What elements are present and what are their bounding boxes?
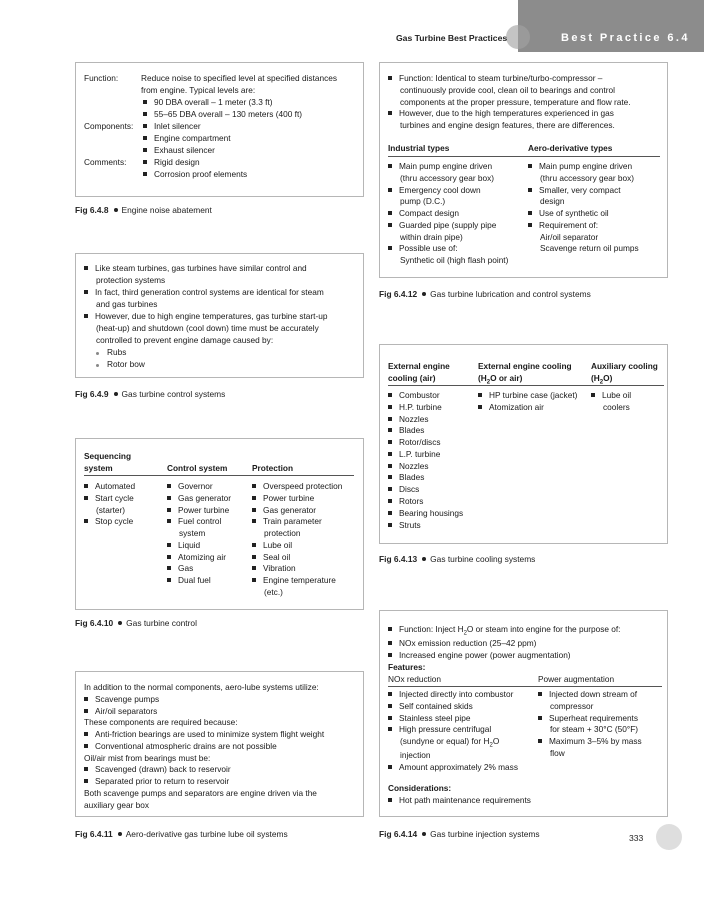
section-label: Best Practice 6.4 [561,32,690,44]
caption-number: Fig 6.4.14 [379,829,418,839]
caption-text: Gas turbine control [126,618,197,628]
function-text-2: from engine. Typical levels are: [141,85,256,95]
injection-intro: Function: Inject $H_2O$ or steam into engine for the purpose of: NOx emission reduction (25–42 ppm) Increased engine power (power augmentation) Features: [388,624,621,672]
head-external-water: External engine cooling ($H_2O$ or air) [478,361,572,386]
bullet-dot-icon [422,292,426,296]
sub-item: Rubs [90,347,126,359]
lubrication-intro: Function: Identical to steam turbine/turbo-compressor – continuously provide cool, clean oil to bearings and control components at the proper pressure, temperature and flow rate. However, due to the high temperatures experienced in gas turbines and engine design features, there are differences. [388,73,663,132]
col-head-protection: Protection [252,463,294,473]
caption-text: Engine noise abatement [121,205,212,215]
head-external-air: External engine cooling (air) [388,361,450,383]
fig-6-4-10-caption [75,618,197,630]
sub-item: Rotor bow [90,359,145,371]
page-number-circle [656,824,682,850]
sequencing-column: Automated Start cycle (starter) Stop cycle [84,481,135,528]
auxiliary-column: Lube oil coolers [591,390,631,414]
component-item: Engine compartment [143,133,231,145]
caption-number: Fig 6.4.12 [379,289,418,299]
fig-6-4-13-caption [379,554,535,566]
consideration-item: Hot path maintenance requirements [388,795,531,807]
fig-6-4-9-caption [75,389,225,401]
external-air-column: Combustor H.P. turbine Nozzles Blades Rotor/discs L.P. turbine Nozzles Blades Discs Rotors Bearing housings Struts [388,390,463,531]
components-label: Components: [84,121,134,131]
bullet-dot-icon [422,557,426,561]
function-label: Function: [84,73,119,83]
fig-6-4-14-box [379,610,668,817]
table-rule [84,475,354,476]
col-head-sequencing-2: system [84,463,113,473]
fig-6-4-14-caption [379,829,540,841]
fig-6-4-11-caption [75,829,288,841]
aero-column: Main pump engine driven (thru accessory gear box) Smaller, very compact design Use of synthetic oil Requirement of: Air/oil separator Scavenge return oil pumps [528,161,664,255]
nox-column: Injected directly into combustor Self contained skids Stainless steel pipe High pressure centrifugal (sundyne or equal) for $H_2O$ injection Amount approximately 2% mass [388,689,538,774]
head-nox: NOx reduction [388,674,442,684]
bullet-dot-icon [422,832,426,836]
caption-text: Aero-derivative gas turbine lube oil systems [125,829,288,839]
caption-number: Fig 6.4.9 [75,389,109,399]
bullet-1: Like steam turbines, gas turbines have similar control and protection systems [84,263,354,287]
fig-6-4-8-caption [75,205,212,217]
table-rule [388,156,660,157]
caption-number: Fig 6.4.11 [75,829,113,839]
header-half-circle [506,25,530,49]
fig-6-4-13-box [379,344,668,544]
bullet-dot-icon [114,208,118,212]
fig-6-4-10-box [75,438,364,610]
bullet-3: However, due to high engine temperatures, gas turbine start-up (heat-up) and shutdown (cool down) time must be accurately controlled to prevent engine damage caused by: [84,311,359,346]
head-aero: Aero-derivative types [528,143,613,153]
level-item: 90 DBA overall – 1 meter (3.3 ft) [143,97,273,109]
component-item: Exhaust silencer [143,145,215,157]
caption-text: Gas turbine injection systems [430,829,540,839]
fig-6-4-12-caption [379,289,591,301]
page-number: 333 [629,833,644,843]
fig-6-4-9-box [75,253,364,378]
bullet-dot-icon [118,832,122,836]
comments-label: Comments: [84,157,127,167]
caption-text: Gas turbine lubrication and control systems [430,289,591,299]
external-water-column: HP turbine case (jacket) Atomization air [478,390,577,414]
component-item: Inlet silencer [143,121,201,133]
industrial-column: Main pump engine driven (thru accessory gear box) Emergency cool down pump (D.C.) Compact design Guarded pipe (supply pipe within drain pipe) Possible use of: Synthetic oil (high flash point) [388,161,524,267]
table-rule [388,686,662,687]
bullet-dot-icon [118,621,122,625]
col-head-control: Control system [167,463,228,473]
head-power: Power augmentation [538,674,615,684]
head-industrial: Industrial types [388,143,450,153]
level-item: 55–65 DBA overall – 130 meters (400 ft) [143,109,302,121]
lube-content: In addition to the normal components, aero-lube systems utilize: Scavenge pumps Air/oil separators These components are required because: Anti-friction bearings are used to minimize system flight weight Conventional atmospheric drains are not possible Oil/air mist from bearings must be: Scavenged (drawn) back to reservoir Separated prior to return to reservoir Both scavenge pumps and separators are engine driven via the auxiliary gear box [84,682,325,810]
considerations-heading: Considerations: [388,783,452,793]
fig-6-4-11-box [75,671,364,817]
power-column: Injected down stream of compressor Superheat requirements for steam + 30°C (50°F) Maximum 3–5% by mass flow [538,689,666,760]
table-rule [388,385,664,386]
bullet-2: In fact, third generation control systems are identical for steam and gas turbines [84,287,354,311]
caption-number: Fig 6.4.13 [379,554,418,564]
comment-item: Rigid design [143,157,200,169]
fig-6-4-12-box [379,62,668,278]
bullet-dot-icon [114,392,118,396]
function-text-1: Reduce noise to specified level at specified distances [141,73,338,83]
head-auxiliary: Auxiliary cooling $(H_2O)$ [591,361,658,386]
caption-text: Gas turbine cooling systems [430,554,536,564]
control-column: Governor Gas generator Power turbine Fuel control system Liquid Atomizing air Gas Dual fuel [167,481,231,587]
caption-number: Fig 6.4.8 [75,205,109,215]
col-head-sequencing-1: Sequencing [84,451,132,461]
fig-6-4-8-box [75,62,364,197]
protection-column: Overspeed protection Power turbine Gas generator Train parameter protection Lube oil Seal oil Vibration Engine temperature (etc.) [252,481,342,599]
running-title: Gas Turbine Best Practices [396,33,508,43]
caption-text: Gas turbine control systems [121,389,226,399]
caption-number: Fig 6.4.10 [75,618,114,628]
comment-item: Corrosion proof elements [143,169,247,181]
